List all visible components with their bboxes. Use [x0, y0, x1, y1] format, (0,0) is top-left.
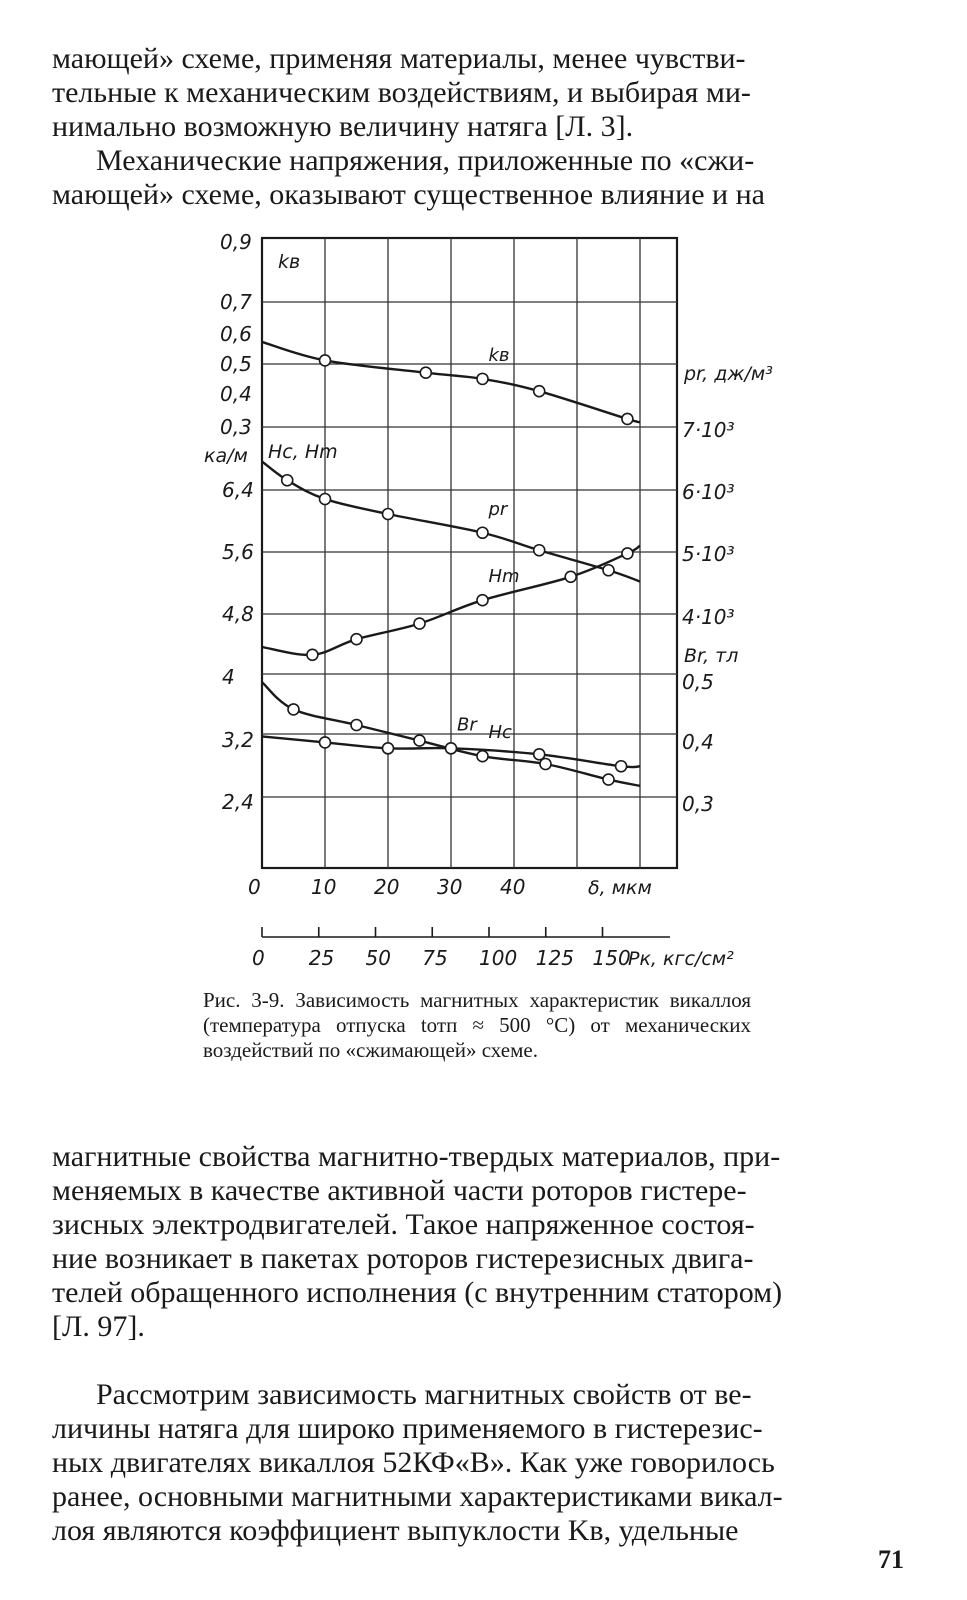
tick-label-x: 30 [437, 875, 463, 899]
axis-title-kv: kв [278, 251, 301, 273]
text-line: лоя являются коэффициент выпуклости Kв, удельные [52, 1514, 739, 1547]
text-line: магнитные свойства магнитно-твердых материалов, при- [52, 1140, 781, 1173]
tick-label-x: 10 [311, 875, 337, 899]
axis-unit-h: ка/м [204, 445, 248, 467]
text-line: ных двигателях викаллоя 52КФ«В». Как уже говорилось [52, 1446, 775, 1479]
text-line: зисных электродвигателей. Такое напряженное состоя- [52, 1208, 755, 1241]
chart-svg [170, 222, 790, 982]
data-point-Hm [351, 634, 362, 645]
data-point-Br [616, 761, 627, 772]
paragraph-top [52, 42, 912, 144]
tick-label-pk: 0 [252, 946, 265, 970]
data-point-pr [320, 494, 331, 505]
grid [262, 238, 677, 937]
data-point-Br [383, 743, 394, 754]
tick-label-kv: 0,6 [220, 322, 252, 346]
data-point-Hc [414, 735, 425, 746]
tick-label-kv: 0,5 [220, 352, 252, 376]
text-line: мающей» схеме, оказывают существенное влияние и на [52, 178, 765, 211]
tick-label-h: 2,4 [222, 790, 254, 814]
data-point-Br [534, 749, 545, 760]
data-point-Hm [477, 595, 488, 606]
data-point-pr [603, 565, 614, 576]
text-line: тельные к механическим воздействиям, и выбирая ми- [52, 76, 751, 109]
data-point-Hm [622, 548, 633, 559]
series-label-pr: pr [488, 498, 508, 520]
tick-label-pr: 5·10³ [682, 542, 735, 566]
plot-frame [262, 238, 677, 868]
tick-label-kv: 0,9 [220, 230, 252, 254]
data-point-kв [622, 413, 633, 424]
tick-label-pk: 50 [365, 946, 391, 970]
axis-title-pr: pr, дж/м³ [684, 363, 773, 385]
paragraph-magnetic [52, 1140, 912, 1344]
tick-label-h: 6,4 [222, 478, 254, 502]
text-line: личины натяга для широко применяемого в гистерезис- [52, 1412, 763, 1445]
tick-label-kv: 0,3 [220, 415, 252, 439]
tick-label-br: 0,4 [682, 730, 714, 754]
axis-title-h: Hc, Hm [268, 441, 338, 463]
tick-label-x: 20 [374, 875, 400, 899]
data-point-Br [320, 737, 331, 748]
tick-label-x: 40 [500, 875, 526, 899]
data-point-Hc [288, 704, 299, 715]
series-label-kв: kв [488, 344, 510, 366]
tick-label-pr: 6·10³ [682, 480, 735, 504]
axis-title-pk: Pк, кгс/см² [628, 948, 734, 970]
figure-3-9 [170, 222, 790, 982]
tick-label-h: 3,2 [222, 728, 254, 752]
tick-label-pk: 150 [592, 946, 631, 970]
tick-label-pr: 7·10³ [682, 418, 735, 442]
data-point-pr [477, 527, 488, 538]
tick-label-kv: 0,4 [220, 382, 252, 406]
text-line: Рассмотрим зависимость магнитных свойств от ве- [96, 1378, 752, 1411]
tick-label-pk: 100 [479, 946, 518, 970]
data-point-kв [477, 373, 488, 384]
text-line: меняемых в качестве активной части роторов гистере- [52, 1174, 747, 1207]
data-point-Hc [477, 751, 488, 762]
text-line: ние возникает в пакетах роторов гистерезисных двига- [52, 1242, 754, 1275]
text-line: ранее, основными магнитными характеристиками викал- [52, 1480, 783, 1513]
data-point-pr [534, 545, 545, 556]
data-point-kв [420, 367, 431, 378]
data-point-Hm [414, 618, 425, 629]
tick-label-h: 4 [222, 665, 235, 689]
tick-label-h: 5,6 [222, 540, 254, 564]
tick-label-br: 0,5 [682, 670, 714, 694]
data-point-kв [534, 386, 545, 397]
data-point-Hm [307, 649, 318, 660]
data-point-Br [446, 743, 457, 754]
text-line: мающей» схеме, применяя материалы, менее чувстви- [52, 42, 746, 75]
data-point-Hc [540, 759, 551, 770]
tick-label-pk: 75 [422, 946, 448, 970]
text-line: [Л. 97]. [52, 1310, 145, 1343]
tick-label-h: 4,8 [222, 602, 254, 626]
axis-title-br: Br, тл [684, 645, 739, 667]
tick-label-pr: 4·10³ [682, 605, 735, 629]
data-point-Hc [351, 720, 362, 731]
tick-label-x: 0 [248, 875, 261, 899]
series-label-Br: Br [457, 714, 477, 736]
page-number: 71 [878, 1545, 904, 1574]
text-line: Механические напряжения, приложенные по «сжи- [96, 144, 755, 177]
axis-title-x: δ, мкм [588, 877, 652, 899]
data-point-kв [320, 355, 331, 366]
data-point-pr [282, 475, 293, 486]
data-point-Hm [565, 571, 576, 582]
data-point-pr [383, 509, 394, 520]
tick-label-br: 0,3 [682, 792, 714, 816]
paragraph-consider [52, 1378, 912, 1548]
paragraph-mechanical [52, 144, 912, 212]
text-line: нимально возможную величину натяга [Л. 3]. [52, 110, 634, 143]
tick-label-kv: 0,7 [220, 290, 252, 314]
data-point-Hc [603, 774, 614, 785]
tick-label-pk: 125 [535, 946, 574, 970]
series-label-Hc: Hc [488, 722, 512, 744]
text-line: телей обращенного исполнения (с внутренним статором) [52, 1276, 783, 1309]
tick-label-pk: 25 [308, 946, 335, 970]
figure-caption: Рис. 3-9. Зависимость магнитных характеристик викаллоя (температура отпуска tотп ≈ 500 °С) от механических воздействий по «сжимающей» схеме. [203, 988, 751, 1062]
series-label-Hm: Hm [488, 566, 520, 588]
